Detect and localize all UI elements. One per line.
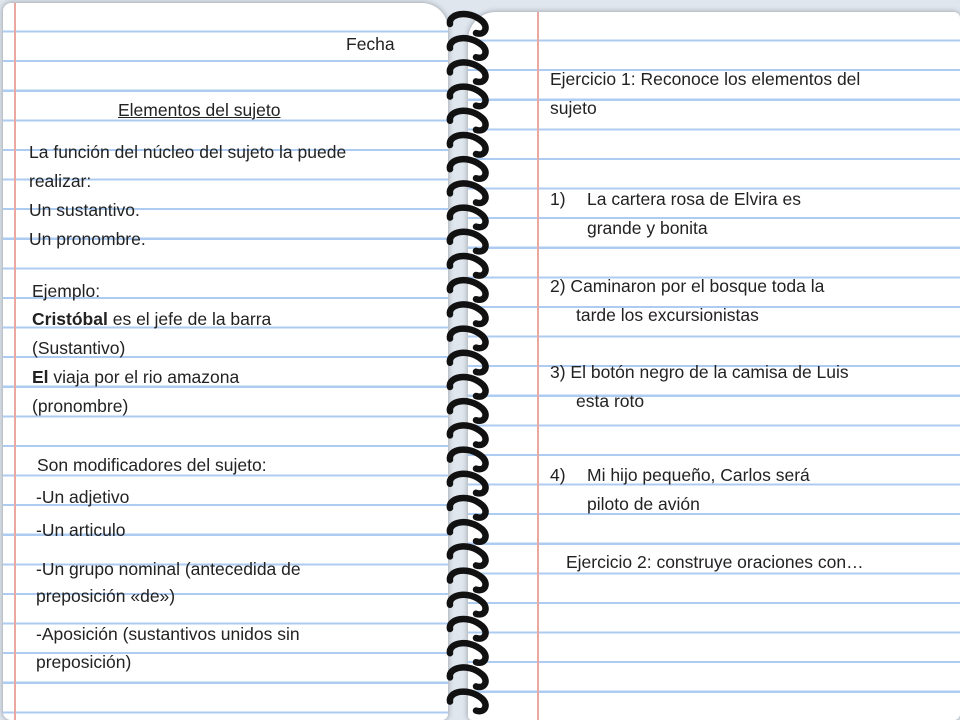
spiral-coil (450, 329, 486, 349)
modifier-item-2: -Un articulo (36, 520, 126, 540)
modifier-item-4-line-2: preposición) (36, 652, 132, 672)
spiral-coil (450, 498, 486, 518)
spiral-coil (450, 474, 486, 494)
item-number: 1) (550, 189, 566, 209)
left-margin-line (14, 3, 16, 720)
spiral-coil (450, 87, 486, 107)
spiral-coil (450, 546, 486, 566)
spiral-coil (450, 643, 486, 663)
spiral-coil (450, 256, 486, 276)
spiral-coil (450, 667, 486, 687)
spiral-coil (450, 401, 486, 421)
spiral-coil (450, 62, 486, 82)
spiral-coil (450, 571, 486, 591)
example-1-note: (Sustantivo) (32, 338, 126, 358)
spiral-coil (450, 38, 486, 58)
exercise-item-3 (550, 358, 849, 388)
spiral-coil (450, 208, 486, 228)
intro-line-2: realizar: (29, 171, 92, 191)
intro-line-4: Un pronombre. (29, 229, 146, 249)
spiral-coil (450, 450, 486, 470)
exercise-item-3-cont: esta roto (576, 391, 645, 411)
exercise-1-line-1: Ejercicio 1: Reconoce los elementos del (550, 69, 861, 89)
right-margin-line (537, 12, 539, 720)
spiral-coil (450, 377, 486, 397)
modifier-item-3-line-2: preposición «de») (36, 586, 176, 606)
modifier-item-4-line-1: -Aposición (sustantivos unidos sin (36, 624, 300, 644)
spiral-binding (438, 8, 494, 720)
example-1-rest: es el jefe de la barra (107, 309, 272, 329)
spiral-coil (450, 692, 486, 712)
item-text: La cartera rosa de Elvira es (587, 189, 801, 209)
spiral-coil (450, 159, 486, 179)
spiral-coil (450, 353, 486, 373)
example-sentence-1 (32, 305, 271, 335)
spiral-coil (450, 425, 486, 445)
right-notebook-page (468, 12, 960, 720)
intro-line-1: La función del núcleo del sujeto la puede (29, 142, 347, 162)
spiral-coil (450, 135, 486, 155)
exercise-item-4-cont: piloto de avión (587, 494, 700, 514)
spiral-coil (450, 595, 486, 615)
item-text: El botón negro de la camisa de Luis (565, 362, 849, 382)
item-text: Caminaron por el bosque toda la (565, 276, 825, 296)
spiral-coil (450, 280, 486, 300)
modifiers-heading: Son modificadores del sujeto: (37, 455, 267, 475)
item-number: 4) (550, 465, 566, 485)
exercise-item-4 (550, 461, 810, 491)
exercise-2-heading: Ejercicio 2: construye oraciones con… (566, 552, 864, 572)
modifier-item-3-line-1: -Un grupo nominal (antecedida de (36, 559, 301, 579)
exercise-item-2-cont: tarde los excursionistas (576, 305, 759, 325)
exercise-item-2 (550, 272, 824, 302)
modifier-item-1: -Un adjetivo (36, 487, 130, 507)
item-number: 2) (550, 276, 566, 296)
example-2-subject: El (32, 367, 49, 387)
item-number: 3) (550, 362, 566, 382)
page-title: Elementos del sujeto (118, 100, 281, 120)
example-sentence-2 (32, 363, 239, 393)
spiral-coil (450, 522, 486, 542)
date-label: Fecha (346, 34, 395, 54)
example-1-subject: Cristóbal (32, 309, 108, 329)
spiral-coil (450, 183, 486, 203)
intro-line-3: Un sustantivo. (29, 200, 140, 220)
spiral-coil (450, 232, 486, 252)
example-label: Ejemplo: (32, 281, 101, 301)
example-2-note: (pronombre) (32, 396, 129, 416)
left-notebook-page (3, 3, 448, 720)
exercise-1-line-2: sujeto (550, 98, 597, 118)
item-text: Mi hijo pequeño, Carlos será (587, 465, 810, 485)
spiral-coil (450, 111, 486, 131)
exercise-item-1 (550, 185, 801, 215)
spiral-coil (450, 619, 486, 639)
example-2-rest: viaja por el rio amazona (48, 367, 240, 387)
spiral-coil (450, 304, 486, 324)
exercise-item-1-cont: grande y bonita (587, 218, 708, 238)
spiral-coil (450, 14, 486, 34)
